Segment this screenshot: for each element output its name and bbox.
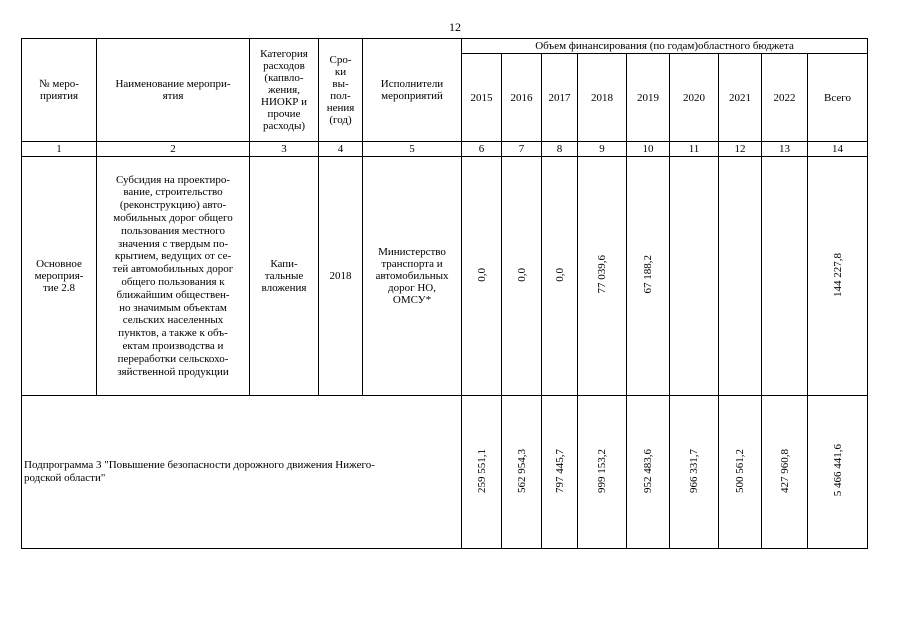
column-number: 10 bbox=[627, 142, 670, 157]
value-cell bbox=[719, 157, 762, 396]
measure-executor: Министерство транспорта и автомобильных дорог НО, ОМСУ* bbox=[363, 157, 462, 396]
header-year: 2018 bbox=[578, 54, 627, 142]
column-number: 13 bbox=[762, 142, 808, 157]
value-cell bbox=[762, 157, 808, 396]
value-cell: 966 331,7 bbox=[670, 396, 719, 549]
header-executors: Исполнители мероприятий bbox=[363, 39, 462, 142]
header-category: Категория расходов (капвло- жения, НИОКР и прочие расходы) bbox=[250, 39, 319, 142]
value-cell: 500 561,2 bbox=[719, 396, 762, 549]
column-number: 14 bbox=[808, 142, 868, 157]
header-year: 2020 bbox=[670, 54, 719, 142]
column-number: 9 bbox=[578, 142, 627, 157]
total-cell: 144 227,8 bbox=[808, 157, 868, 396]
page-number: 12 bbox=[449, 20, 461, 34]
column-number: 12 bbox=[719, 142, 762, 157]
value-cell: 259 551,1 bbox=[462, 396, 502, 549]
column-number: 4 bbox=[319, 142, 363, 157]
header-year: 2019 bbox=[627, 54, 670, 142]
total-cell: 5 466 441,6 bbox=[808, 396, 868, 549]
header-terms: Сро- ки вы- пол- нения (год) bbox=[319, 39, 363, 142]
header-year: 2022 bbox=[762, 54, 808, 142]
column-number: 11 bbox=[670, 142, 719, 157]
value-cell: 999 153,2 bbox=[578, 396, 627, 549]
column-number: 6 bbox=[462, 142, 502, 157]
header-funding: Объем финансирования (по годам)областного бюджета bbox=[462, 39, 868, 54]
measure-term: 2018 bbox=[319, 157, 363, 396]
subprogram-title: Подпрограмма 3 "Повышение безопасности дорожного движения Нижего- родской области" bbox=[22, 396, 462, 549]
value-cell: 77 039,6 bbox=[578, 157, 627, 396]
value-cell: 0,0 bbox=[462, 157, 502, 396]
value-cell: 67 188,2 bbox=[627, 157, 670, 396]
measure-number: Основное мероприя- тие 2.8 bbox=[22, 157, 97, 396]
column-number: 3 bbox=[250, 142, 319, 157]
column-number: 2 bbox=[97, 142, 250, 157]
header-total: Всего bbox=[808, 54, 868, 142]
column-number: 5 bbox=[363, 142, 462, 157]
table-row bbox=[22, 396, 868, 549]
header-year: 2015 bbox=[462, 54, 502, 142]
header-name: Наименование меропри- ятия bbox=[97, 39, 250, 142]
value-cell: 427 960,8 bbox=[762, 396, 808, 549]
column-number: 1 bbox=[22, 142, 97, 157]
value-cell: 797 445,7 bbox=[542, 396, 578, 549]
header-year: 2017 bbox=[542, 54, 578, 142]
value-cell: 0,0 bbox=[542, 157, 578, 396]
measure-description: Субсидия на проектиро- вание, строительство (реконструкцию) авто- мобильных дорог общего пользования местного значения с твердым по- крытием, ведущих от се- тей автомобильных дорог общего пользования к ближайшим обществен- но значимым объектам сельских населенных пунктов, а также к объ- ектам производства и переработки сельскохо- зяйственной продукции bbox=[97, 157, 250, 396]
header-year: 2021 bbox=[719, 54, 762, 142]
header-num: № меро- приятия bbox=[22, 39, 97, 142]
value-cell bbox=[670, 157, 719, 396]
value-cell: 562 954,3 bbox=[502, 396, 542, 549]
header-year: 2016 bbox=[502, 54, 542, 142]
funding-table bbox=[21, 38, 868, 549]
value-cell: 0,0 bbox=[502, 157, 542, 396]
column-number: 8 bbox=[542, 142, 578, 157]
table-row bbox=[22, 157, 868, 396]
column-number: 7 bbox=[502, 142, 542, 157]
value-cell: 952 483,6 bbox=[627, 396, 670, 549]
measure-category: Капи- тальные вложения bbox=[250, 157, 319, 396]
